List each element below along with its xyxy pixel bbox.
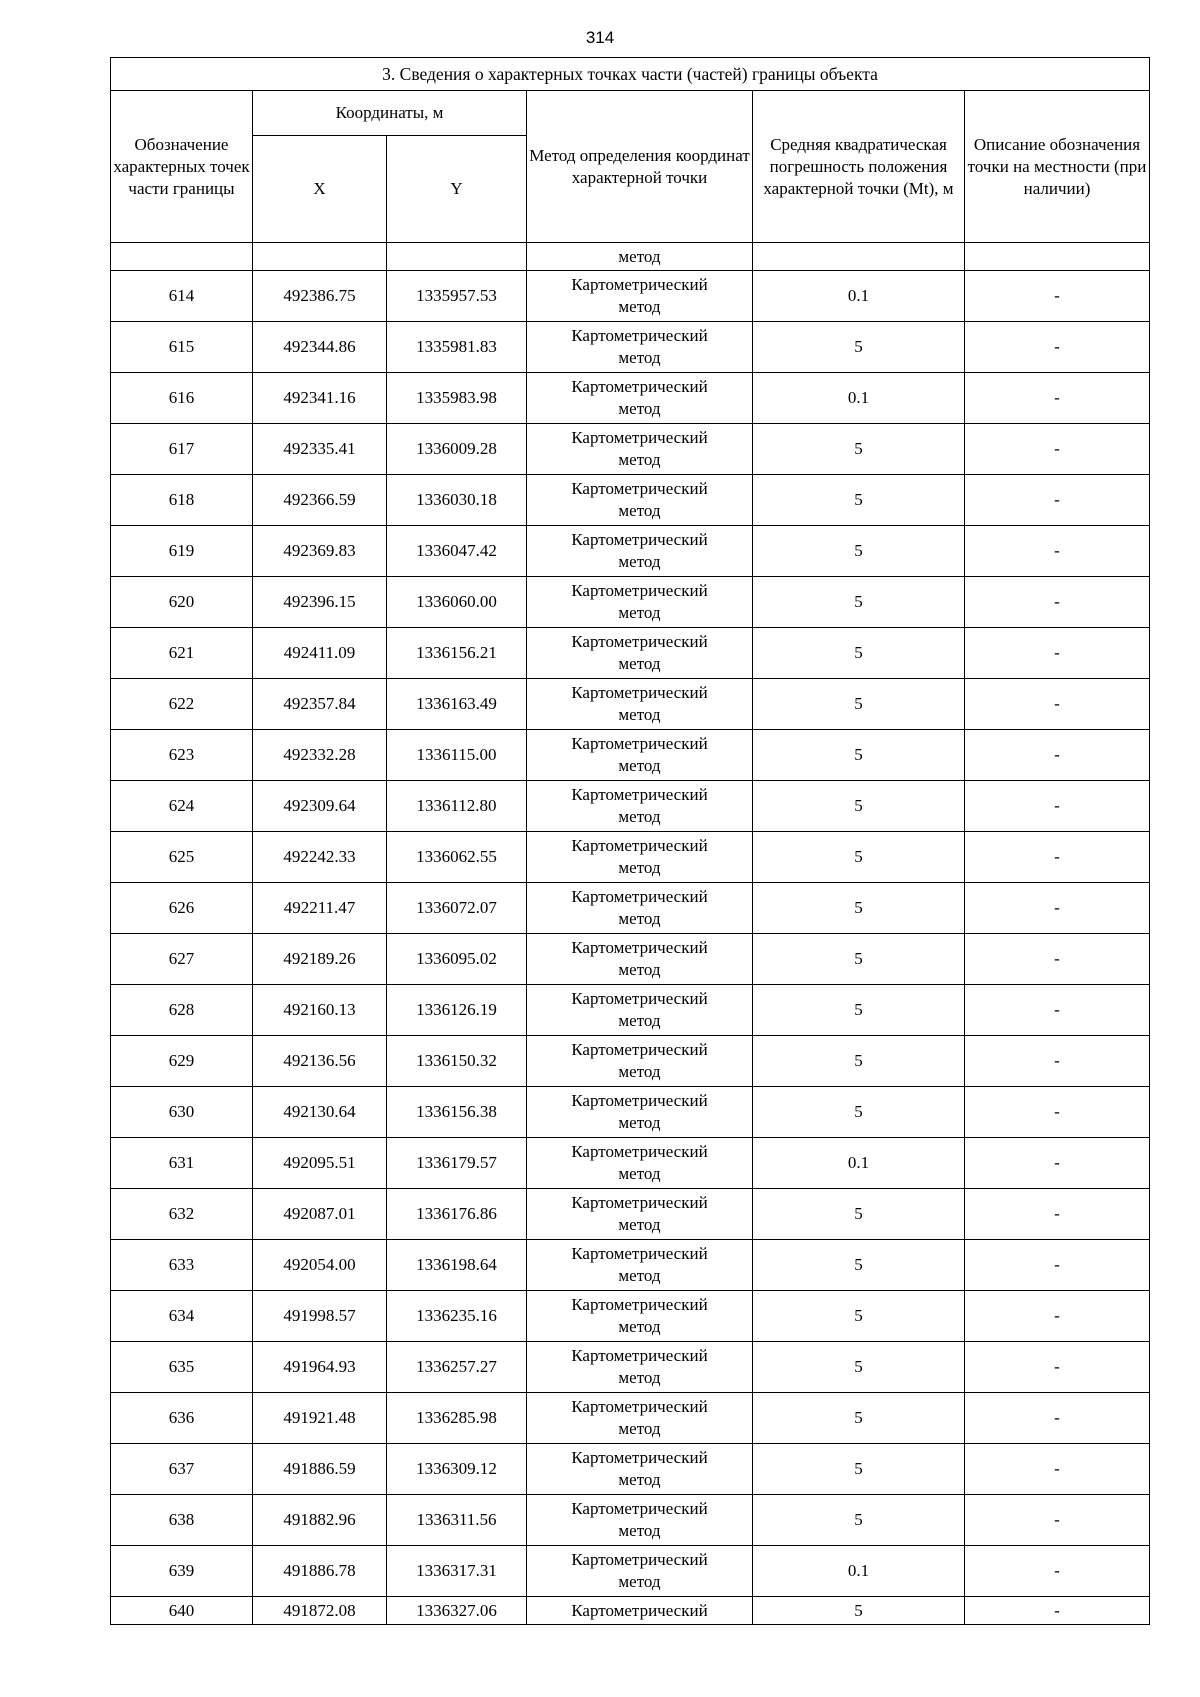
empty-cell <box>111 243 253 271</box>
empty-cell <box>753 243 965 271</box>
point-id-cell: 639 <box>111 1546 253 1597</box>
method-line2: метод <box>618 1062 661 1081</box>
description-cell: - <box>965 883 1150 934</box>
x-cell: 491886.59 <box>253 1444 387 1495</box>
point-id-cell: 616 <box>111 373 253 424</box>
header-method: Метод определения координат характерной точки <box>527 91 753 243</box>
point-id-cell: 622 <box>111 679 253 730</box>
table-row <box>111 883 1150 934</box>
method-line1: Картометрический <box>571 1295 708 1314</box>
method-line1: Картометрический <box>571 632 708 651</box>
method-cell <box>527 1189 753 1240</box>
x-cell: 492095.51 <box>253 1138 387 1189</box>
method-line1: Картометрический <box>571 581 708 600</box>
method-cell: Картометрический <box>527 1597 753 1625</box>
method-line2: метод <box>618 858 661 877</box>
method-line1: Картометрический <box>571 1142 708 1161</box>
x-cell: 492357.84 <box>253 679 387 730</box>
table-row <box>111 628 1150 679</box>
method-cell <box>527 883 753 934</box>
method-line2: метод <box>618 1011 661 1030</box>
table-row <box>111 1138 1150 1189</box>
point-id-cell: 626 <box>111 883 253 934</box>
point-id-cell: 624 <box>111 781 253 832</box>
method-line1: Картометрический <box>571 887 708 906</box>
y-cell: 1336198.64 <box>387 1240 527 1291</box>
y-cell: 1336311.56 <box>387 1495 527 1546</box>
y-cell: 1336156.38 <box>387 1087 527 1138</box>
x-cell: 492211.47 <box>253 883 387 934</box>
method-line2: метод <box>618 501 661 520</box>
x-cell: 492411.09 <box>253 628 387 679</box>
point-id-cell: 630 <box>111 1087 253 1138</box>
section-title: 3. Сведения о характерных точках части (частей) границы объекта <box>111 58 1150 91</box>
description-cell: - <box>965 679 1150 730</box>
description-cell: - <box>965 424 1150 475</box>
method-line1: Картометрический <box>571 326 708 345</box>
x-cell: 491921.48 <box>253 1393 387 1444</box>
y-cell: 1336062.55 <box>387 832 527 883</box>
method-cell <box>527 1495 753 1546</box>
description-cell: - <box>965 1138 1150 1189</box>
mt-cell: 5 <box>753 1597 965 1625</box>
method-cell <box>527 1036 753 1087</box>
mt-cell: 5 <box>753 934 965 985</box>
description-cell: - <box>965 526 1150 577</box>
point-id-cell: 629 <box>111 1036 253 1087</box>
empty-cell <box>253 243 387 271</box>
mt-cell: 0.1 <box>753 373 965 424</box>
method-line1: Картометрический <box>571 377 708 396</box>
x-cell: 491964.93 <box>253 1342 387 1393</box>
point-id-cell: 638 <box>111 1495 253 1546</box>
method-cell <box>527 1444 753 1495</box>
point-id-cell: 636 <box>111 1393 253 1444</box>
mt-cell: 0.1 <box>753 271 965 322</box>
method-cell <box>527 985 753 1036</box>
header-designation: Обозначение характерных точек части границы <box>111 91 253 243</box>
point-id-cell: 627 <box>111 934 253 985</box>
description-cell: - <box>965 373 1150 424</box>
mt-cell: 5 <box>753 1189 965 1240</box>
point-id-cell: 631 <box>111 1138 253 1189</box>
mt-cell: 5 <box>753 1240 965 1291</box>
page-number: 314 <box>585 28 615 47</box>
description-cell: - <box>965 628 1150 679</box>
description-cell: - <box>965 475 1150 526</box>
table-row <box>111 934 1150 985</box>
method-line1: Картометрический <box>571 1397 708 1416</box>
y-cell: 1336156.21 <box>387 628 527 679</box>
point-id-cell: 620 <box>111 577 253 628</box>
method-line2: метод <box>618 756 661 775</box>
y-cell: 1336060.00 <box>387 577 527 628</box>
description-cell: - <box>965 934 1150 985</box>
method-line2: метод <box>618 603 661 622</box>
point-id-cell: 621 <box>111 628 253 679</box>
method-line2: метод <box>618 1470 661 1489</box>
x-cell: 491998.57 <box>253 1291 387 1342</box>
description-cell: - <box>965 985 1150 1036</box>
method-cell <box>527 475 753 526</box>
empty-cell <box>387 243 527 271</box>
y-cell: 1336163.49 <box>387 679 527 730</box>
y-cell: 1336317.31 <box>387 1546 527 1597</box>
table-row <box>111 730 1150 781</box>
x-cell: 491872.08 <box>253 1597 387 1625</box>
x-cell: 492386.75 <box>253 271 387 322</box>
mt-cell: 5 <box>753 832 965 883</box>
method-line1: Картометрический <box>571 1499 708 1518</box>
table-row <box>111 1444 1150 1495</box>
x-cell: 492054.00 <box>253 1240 387 1291</box>
method-line2: метод <box>618 297 661 316</box>
point-id-cell: 640 <box>111 1597 253 1625</box>
method-line2: метод <box>618 450 661 469</box>
point-id-cell: 623 <box>111 730 253 781</box>
description-cell: - <box>965 1393 1150 1444</box>
method-cell <box>527 1546 753 1597</box>
method-cell <box>527 679 753 730</box>
description-cell: - <box>965 1036 1150 1087</box>
point-id-cell: 618 <box>111 475 253 526</box>
table-row <box>111 832 1150 883</box>
x-cell: 492160.13 <box>253 985 387 1036</box>
method-cell <box>527 1240 753 1291</box>
x-cell: 492332.28 <box>253 730 387 781</box>
y-cell: 1336095.02 <box>387 934 527 985</box>
description-cell: - <box>965 730 1150 781</box>
table-row <box>111 1291 1150 1342</box>
mt-cell: 5 <box>753 1342 965 1393</box>
mt-cell: 5 <box>753 526 965 577</box>
method-line2: метод <box>618 1113 661 1132</box>
method-line1: Картометрический <box>571 836 708 855</box>
description-cell: - <box>965 577 1150 628</box>
table-row <box>111 1393 1150 1444</box>
x-cell: 491882.96 <box>253 1495 387 1546</box>
method-line2: метод <box>618 1368 661 1387</box>
continuation-method-cell: метод <box>527 243 753 271</box>
method-cell <box>527 373 753 424</box>
method-cell <box>527 730 753 781</box>
method-line2: метод <box>618 1521 661 1540</box>
table-row <box>111 1036 1150 1087</box>
y-cell: 1336112.80 <box>387 781 527 832</box>
x-cell: 492130.64 <box>253 1087 387 1138</box>
point-id-cell: 617 <box>111 424 253 475</box>
table-row <box>111 1342 1150 1393</box>
mt-cell: 5 <box>753 1393 965 1444</box>
mt-cell: 5 <box>753 679 965 730</box>
method-line1: Картометрический <box>571 428 708 447</box>
x-cell: 492341.16 <box>253 373 387 424</box>
table-row <box>111 985 1150 1036</box>
x-cell: 492366.59 <box>253 475 387 526</box>
method-cell <box>527 628 753 679</box>
y-cell: 1335957.53 <box>387 271 527 322</box>
point-id-cell: 628 <box>111 985 253 1036</box>
x-cell: 492369.83 <box>253 526 387 577</box>
table-row <box>111 475 1150 526</box>
method-cell <box>527 934 753 985</box>
point-id-cell: 619 <box>111 526 253 577</box>
method-line2: метод <box>618 1215 661 1234</box>
mt-cell: 5 <box>753 985 965 1036</box>
table-row <box>111 679 1150 730</box>
table-row <box>111 526 1150 577</box>
table-row <box>111 1495 1150 1546</box>
y-cell: 1336327.06 <box>387 1597 527 1625</box>
method-cell <box>527 1393 753 1444</box>
point-id-cell: 632 <box>111 1189 253 1240</box>
method-cell <box>527 322 753 373</box>
mt-cell: 5 <box>753 1087 965 1138</box>
method-line1: Картометрический <box>571 1244 708 1263</box>
header-error: Средняя квадратическая погрешность положения характерной точки (Mt), м <box>753 91 965 243</box>
table-row <box>111 577 1150 628</box>
y-cell: 1335983.98 <box>387 373 527 424</box>
mt-cell: 5 <box>753 883 965 934</box>
method-line2: метод <box>618 654 661 673</box>
x-cell: 492087.01 <box>253 1189 387 1240</box>
table-row <box>111 1087 1150 1138</box>
continuation-row <box>111 243 1150 271</box>
mt-cell: 5 <box>753 475 965 526</box>
x-cell: 492344.86 <box>253 322 387 373</box>
mt-cell: 5 <box>753 1291 965 1342</box>
empty-cell <box>965 243 1150 271</box>
description-cell: - <box>965 1291 1150 1342</box>
method-line2: метод <box>618 909 661 928</box>
header-y: Y <box>387 136 527 243</box>
table-row <box>111 1189 1150 1240</box>
x-cell: 492136.56 <box>253 1036 387 1087</box>
mt-cell: 5 <box>753 628 965 679</box>
method-line1: Картометрический <box>571 734 708 753</box>
method-cell <box>527 781 753 832</box>
description-cell: - <box>965 1189 1150 1240</box>
method-line1: Картометрический <box>571 530 708 549</box>
point-id-cell: 625 <box>111 832 253 883</box>
characteristic-points-table <box>110 57 1150 1625</box>
description-cell: - <box>965 1597 1150 1625</box>
mt-cell: 5 <box>753 1444 965 1495</box>
table-row <box>111 373 1150 424</box>
method-line1: Картометрический <box>571 785 708 804</box>
method-line1: Картометрический <box>571 989 708 1008</box>
description-cell: - <box>965 832 1150 883</box>
method-line2: метод <box>618 552 661 571</box>
header-x: X <box>253 136 387 243</box>
method-line2: метод <box>618 705 661 724</box>
y-cell: 1336072.07 <box>387 883 527 934</box>
method-line1: Картометрический <box>571 1040 708 1059</box>
description-cell: - <box>965 1342 1150 1393</box>
method-line1: Картометрический <box>571 1091 708 1110</box>
mt-cell: 5 <box>753 322 965 373</box>
point-id-cell: 615 <box>111 322 253 373</box>
header-coordinates: Координаты, м <box>253 91 527 136</box>
mt-cell: 5 <box>753 1036 965 1087</box>
mt-cell: 5 <box>753 730 965 781</box>
method-cell <box>527 424 753 475</box>
method-line2: метод <box>618 807 661 826</box>
y-cell: 1336235.16 <box>387 1291 527 1342</box>
y-cell: 1336150.32 <box>387 1036 527 1087</box>
table-row <box>111 271 1150 322</box>
description-cell: - <box>965 1546 1150 1597</box>
description-cell: - <box>965 1087 1150 1138</box>
y-cell: 1336030.18 <box>387 475 527 526</box>
y-cell: 1336176.86 <box>387 1189 527 1240</box>
description-cell: - <box>965 1495 1150 1546</box>
description-cell: - <box>965 1444 1150 1495</box>
method-line2: метод <box>618 1266 661 1285</box>
method-cell <box>527 271 753 322</box>
description-cell: - <box>965 781 1150 832</box>
method-line2: метод <box>618 1419 661 1438</box>
point-id-cell: 637 <box>111 1444 253 1495</box>
y-cell: 1336257.27 <box>387 1342 527 1393</box>
mt-cell: 0.1 <box>753 1138 965 1189</box>
method-line1: Картометрический <box>571 479 708 498</box>
description-cell: - <box>965 1240 1150 1291</box>
method-cell <box>527 1087 753 1138</box>
mt-cell: 5 <box>753 1495 965 1546</box>
method-line1: Картометрический <box>571 1193 708 1212</box>
method-line2: метод <box>618 399 661 418</box>
table-row <box>111 1597 1150 1625</box>
method-cell <box>527 577 753 628</box>
method-cell <box>527 526 753 577</box>
mt-cell: 5 <box>753 781 965 832</box>
x-cell: 491886.78 <box>253 1546 387 1597</box>
table-row <box>111 1240 1150 1291</box>
method-line2: метод <box>618 1572 661 1591</box>
y-cell: 1336126.19 <box>387 985 527 1036</box>
table-row <box>111 322 1150 373</box>
method-line1: Картометрический <box>571 1448 708 1467</box>
mt-cell: 5 <box>753 424 965 475</box>
y-cell: 1336047.42 <box>387 526 527 577</box>
mt-cell: 5 <box>753 577 965 628</box>
method-cell <box>527 832 753 883</box>
y-cell: 1336285.98 <box>387 1393 527 1444</box>
x-cell: 492189.26 <box>253 934 387 985</box>
x-cell: 492335.41 <box>253 424 387 475</box>
description-cell: - <box>965 271 1150 322</box>
table-row <box>111 424 1150 475</box>
table-row <box>111 781 1150 832</box>
point-id-cell: 634 <box>111 1291 253 1342</box>
x-cell: 492309.64 <box>253 781 387 832</box>
y-cell: 1336115.00 <box>387 730 527 781</box>
y-cell: 1336179.57 <box>387 1138 527 1189</box>
x-cell: 492242.33 <box>253 832 387 883</box>
method-line2: метод <box>618 960 661 979</box>
method-line2: метод <box>618 348 661 367</box>
y-cell: 1336009.28 <box>387 424 527 475</box>
x-cell: 492396.15 <box>253 577 387 628</box>
method-line2: метод <box>618 1164 661 1183</box>
mt-cell: 0.1 <box>753 1546 965 1597</box>
method-cell <box>527 1342 753 1393</box>
method-line1: Картометрический <box>571 683 708 702</box>
method-line2: метод <box>618 1317 661 1336</box>
method-line1: Картометрический <box>571 938 708 957</box>
method-cell <box>527 1291 753 1342</box>
y-cell: 1336309.12 <box>387 1444 527 1495</box>
method-line1: Картометрический <box>571 275 708 294</box>
method-line1: Картометрический <box>571 1346 708 1365</box>
point-id-cell: 635 <box>111 1342 253 1393</box>
header-description: Описание обозначения точки на местности (при наличии) <box>965 91 1150 243</box>
point-id-cell: 633 <box>111 1240 253 1291</box>
table-row <box>111 1546 1150 1597</box>
method-cell <box>527 1138 753 1189</box>
method-line1: Картометрический <box>571 1550 708 1569</box>
description-cell: - <box>965 322 1150 373</box>
point-id-cell: 614 <box>111 271 253 322</box>
y-cell: 1335981.83 <box>387 322 527 373</box>
